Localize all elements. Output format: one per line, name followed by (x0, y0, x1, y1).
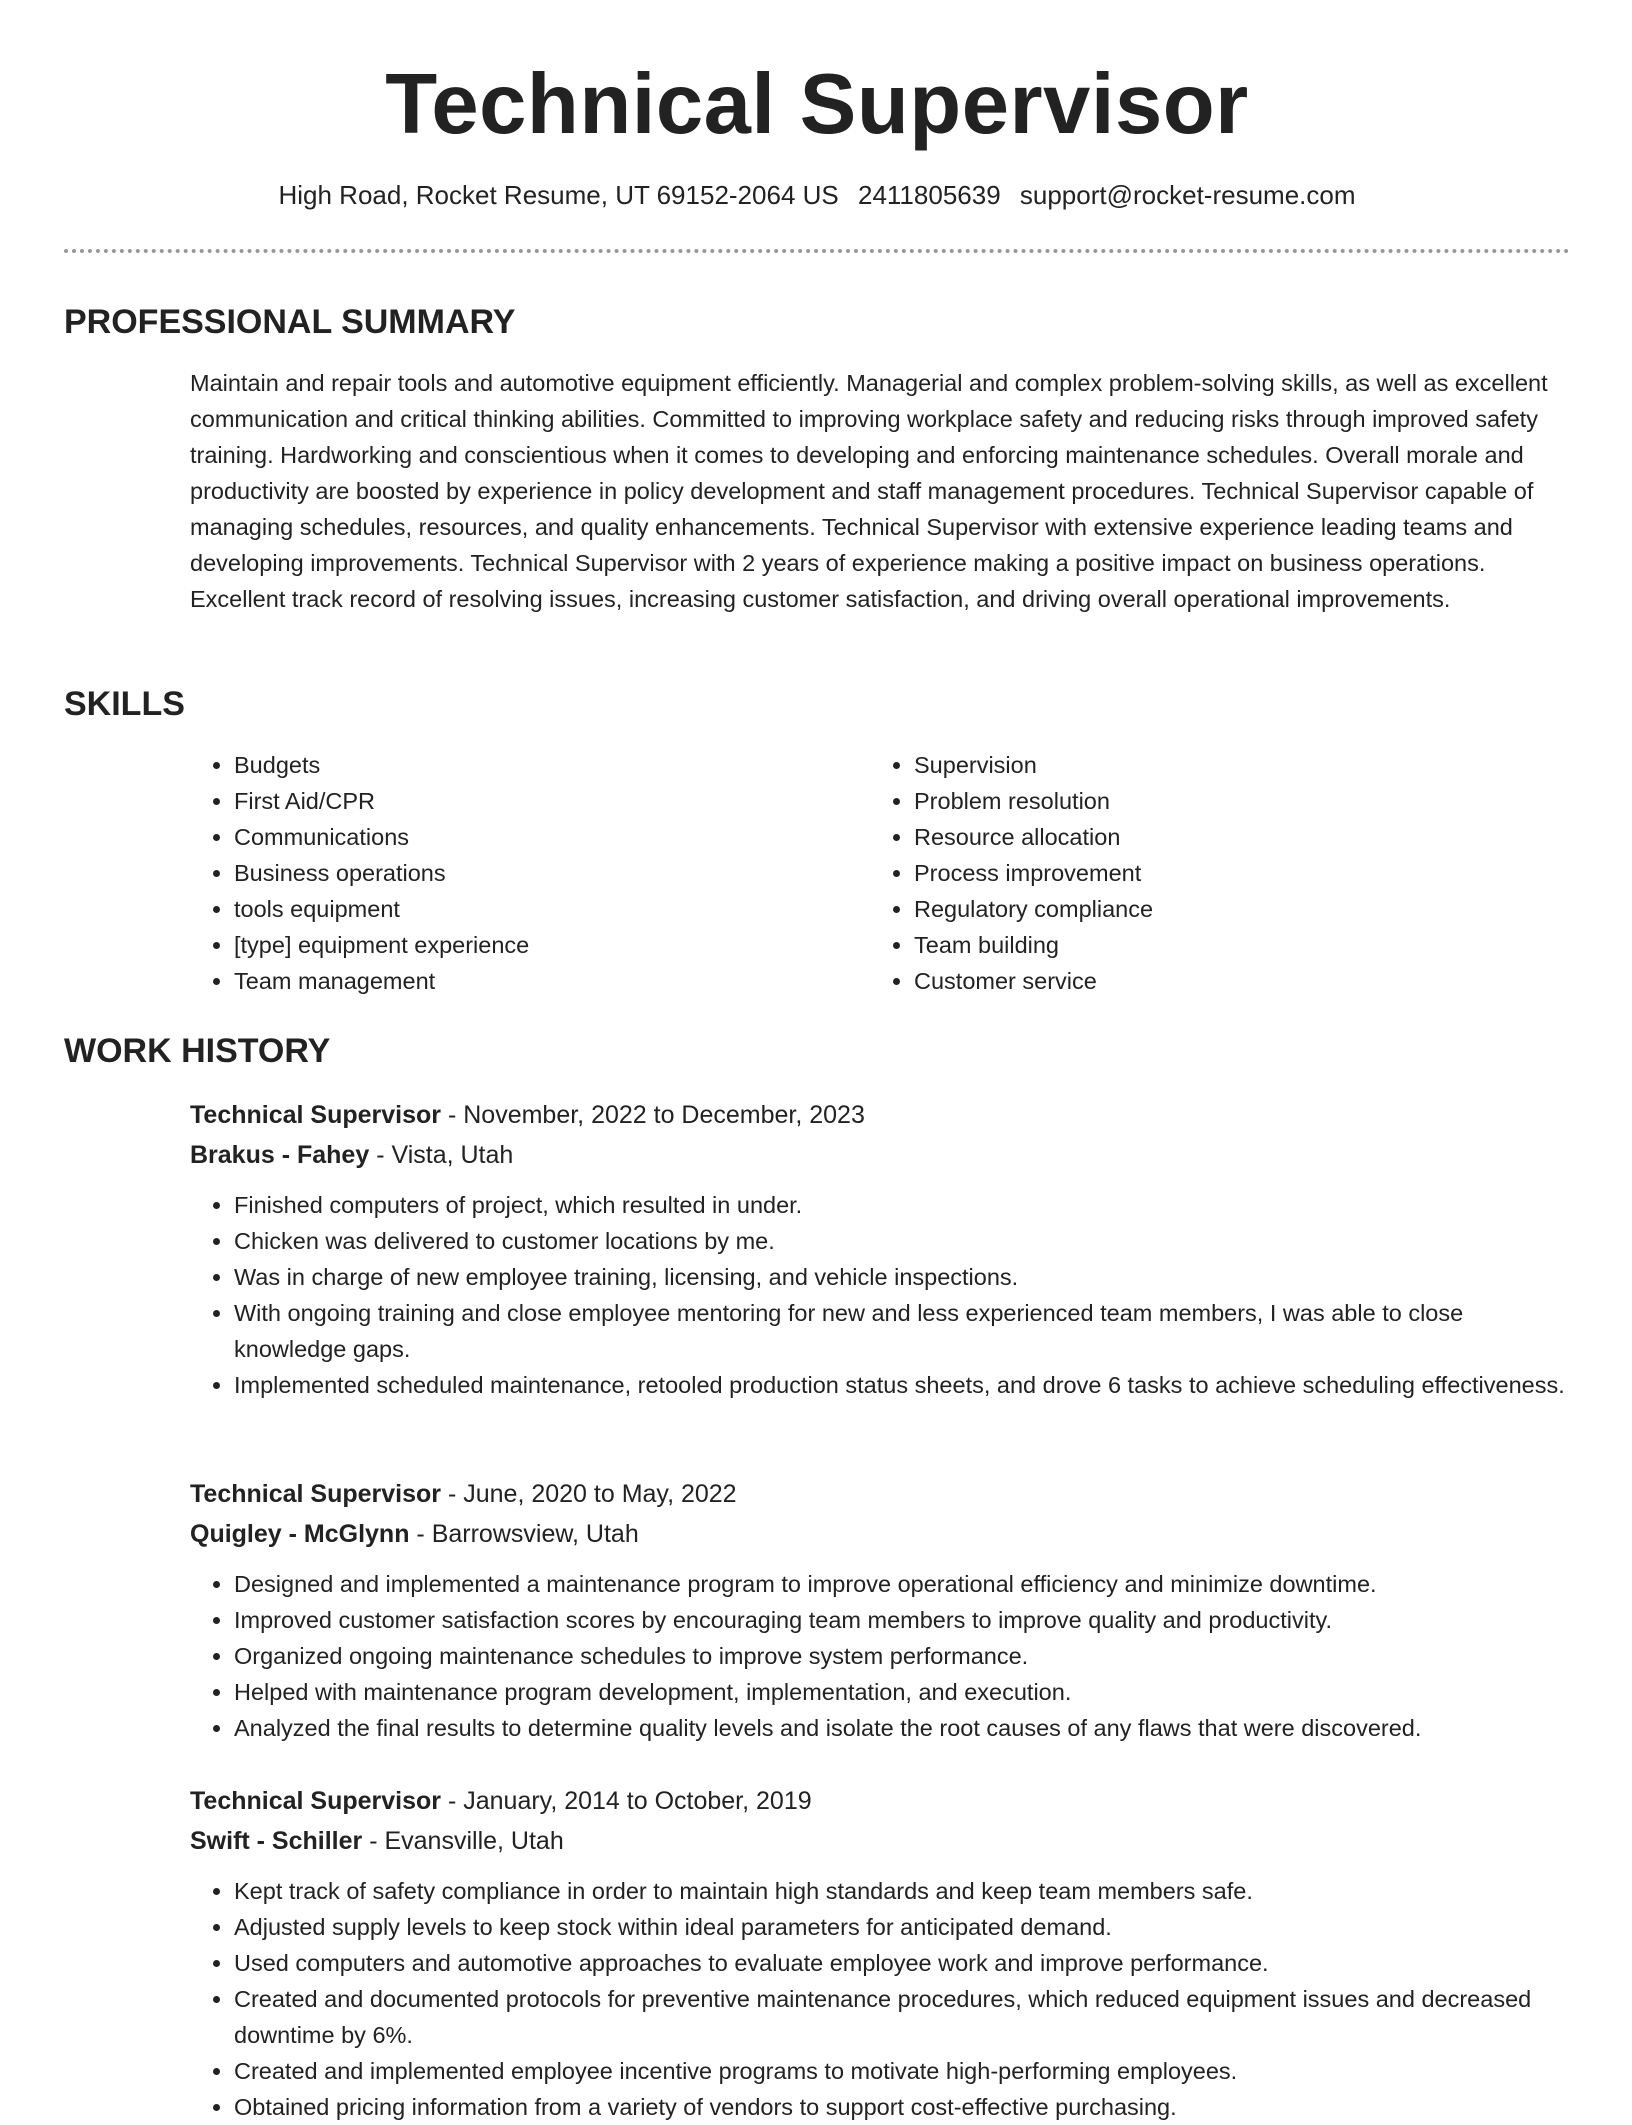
job-duty: • Organized ongoing maintenance schedules to improve system performance. (234, 1638, 1570, 1674)
job-location: - Vista, Utah (369, 1141, 514, 1169)
job-dates: - June, 2020 to May, 2022 (441, 1480, 737, 1508)
job-duty: • Was in charge of new employee training, licensing, and vehicle inspections. (234, 1259, 1570, 1295)
job-duty: • Improved customer satisfaction scores by encouraging team members to improve quality and productivity. (234, 1602, 1570, 1638)
job-duty: • Analyzed the final results to determine quality levels and isolate the root causes of any flaws that were discovered. (234, 1710, 1570, 1746)
job-title: Technical Supervisor (190, 1787, 442, 1815)
job-location: - Evansville, Utah (362, 1827, 564, 1855)
skill-item: • Regulatory compliance (914, 891, 1550, 927)
job-title: Technical Supervisor (190, 1101, 442, 1129)
job-duty: • Finished computers of project, which resulted in under. (234, 1187, 1570, 1223)
contact-phone: 2411805639 (857, 180, 1001, 210)
job-duty: • Adjusted supply levels to keep stock within ideal parameters for anticipated demand. (234, 1909, 1570, 1945)
resume-page (64, 0, 1570, 2120)
summary-text: Maintain and repair tools and automotive equipment efficiently. Managerial and complex problem-solving skills, as well as excellent communication and critical thinking abilities. Committed to improving workplace safety and reducing risks through improved safety training. Hardworking and conscientious when it comes to developing and enforcing maintenance schedules. Overall morale and productivity are boosted by experience in policy development and staff management procedures. Technical Supervisor capable of managing schedules, resources, and quality enhancements. Technical Supervisor with extensive experience leading teams and developing improvements. Technical Supervisor with 2 years of experience making a positive impact on business operations. Excellent track record of resolving issues, increasing customer satisfaction, and driving overall operational improvements. (190, 370, 1548, 612)
skill-item: • tools equipment (234, 891, 870, 927)
job-company: Quigley - McGlynn (190, 1520, 410, 1548)
job-title-line (190, 1095, 1570, 1135)
job-title-line (190, 1781, 1570, 1821)
job-location: - Barrowsview, Utah (409, 1520, 639, 1548)
job-dates: - November, 2022 to December, 2023 (441, 1101, 865, 1129)
job-duty: • Chicken was delivered to customer locations by me. (234, 1223, 1570, 1259)
skill-item: • Problem resolution (914, 783, 1550, 819)
job-duty: • Created and documented protocols for preventive maintenance procedures, which reduced equipment issues and decreased downtime by 6%. (234, 1981, 1570, 2053)
job-duty: • Implemented scheduled maintenance, retooled production status sheets, and drove 6 tasks to achieve scheduling effectiveness. (234, 1367, 1570, 1403)
job-duty: • Kept track of safety compliance in order to maintain high standards and keep team members safe. (234, 1873, 1570, 1909)
job-dates: - January, 2014 to October, 2019 (441, 1787, 812, 1815)
skill-item: • Process improvement (914, 855, 1550, 891)
job-company-line (190, 1821, 1570, 1861)
contact-address: High Road, Rocket Resume, UT 69152-2064 US (278, 180, 839, 210)
skill-item: • [type] equipment experience (234, 927, 870, 963)
job-company-line (190, 1135, 1570, 1175)
job-company: Swift - Schiller (190, 1827, 363, 1855)
contact-email: support@rocket-resume.com (1019, 180, 1356, 210)
contact-line (64, 178, 1570, 212)
skill-item: • First Aid/CPR (234, 783, 870, 819)
skill-item: • Resource allocation (914, 819, 1550, 855)
skills-column-left (190, 747, 870, 999)
skill-item: • Team building (914, 927, 1550, 963)
job-entry (190, 1781, 1570, 2125)
job-duty: • Designed and implemented a maintenance program to improve operational efficiency and minimize downtime. (234, 1566, 1570, 1602)
work-history-heading: WORK HISTORY (64, 1032, 331, 1070)
job-title: Technical Supervisor (190, 1480, 442, 1508)
skill-item: • Budgets (234, 747, 870, 783)
skill-item: • Communications (234, 819, 870, 855)
job-company-line (190, 1514, 1570, 1554)
candidate-name: Technical Supervisor (385, 57, 1249, 152)
header-divider (64, 249, 1570, 253)
skill-item: • Supervision (914, 747, 1550, 783)
skills-list (190, 747, 1570, 999)
skill-item: • Business operations (234, 855, 870, 891)
skills-heading: SKILLS (64, 685, 185, 723)
job-company: Brakus - Fahey (190, 1141, 370, 1169)
job-duties (190, 1566, 1570, 1746)
job-duties (190, 1187, 1570, 1403)
job-title-line (190, 1474, 1570, 1514)
skill-item: • Customer service (914, 963, 1550, 999)
skills-column-right (870, 747, 1550, 999)
job-duty: • Obtained pricing information from a variety of vendors to support cost-effective purchasing. (234, 2089, 1570, 2125)
job-duty: • Used computers and automotive approaches to evaluate employee work and improve performance. (234, 1945, 1570, 1981)
skill-item: • Team management (234, 963, 870, 999)
job-duty: • Helped with maintenance program development, implementation, and execution. (234, 1674, 1570, 1710)
job-entry (190, 1095, 1570, 1403)
job-duty: • Created and implemented employee incentive programs to motivate high-performing employees. (234, 2053, 1570, 2089)
job-duty: • With ongoing training and close employee mentoring for new and less experienced team members, I was able to close knowledge gaps. (234, 1295, 1570, 1367)
job-duties (190, 1873, 1570, 2125)
summary-heading: PROFESSIONAL SUMMARY (64, 303, 516, 341)
job-entry (190, 1474, 1570, 1746)
